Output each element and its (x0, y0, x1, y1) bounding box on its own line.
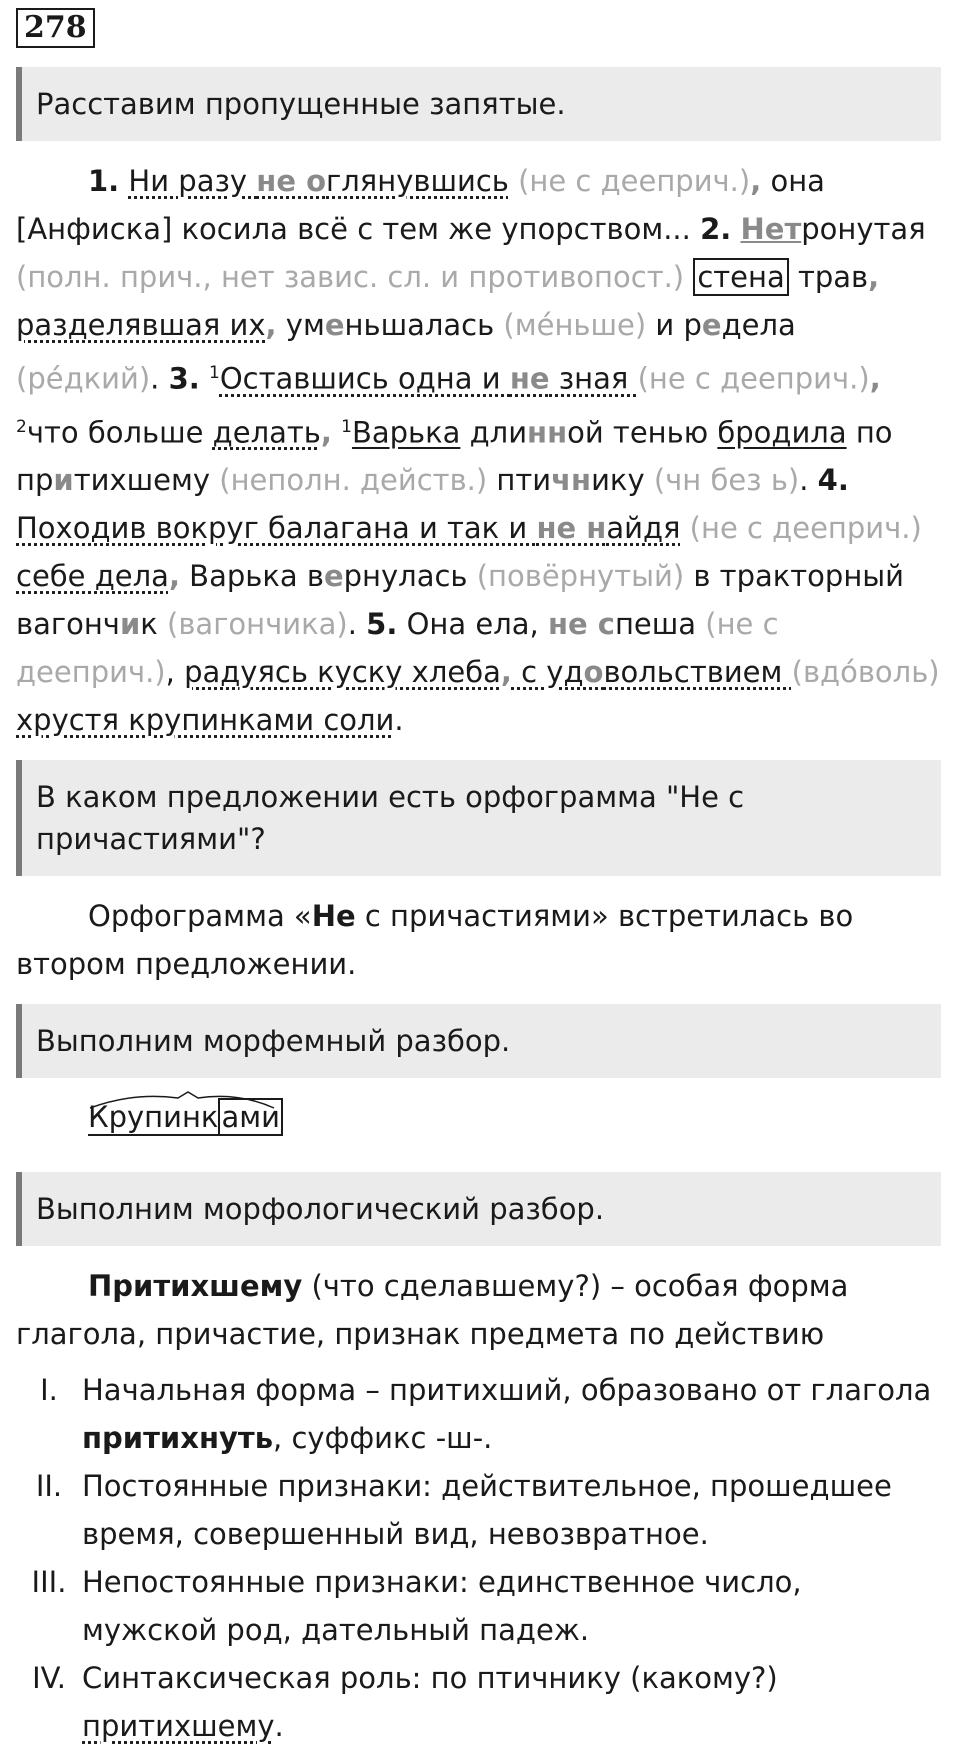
page (16, 8, 941, 1750)
sentence-number: 3. (168, 361, 200, 396)
sentence-number: 2. (700, 212, 732, 246)
morpheme-analysis (88, 1100, 283, 1150)
note: (не с дееприч.) (680, 511, 922, 546)
note: (ме́ньше) (494, 308, 647, 342)
participle-phrase: с удовольствием (511, 655, 792, 690)
subject: Варька (351, 415, 461, 450)
prompt-morpheme: Выполним морфемный разбор. (16, 1004, 941, 1078)
note: (вдо́воль) (791, 655, 940, 690)
prompt-commas: Расставим пропущенные запятые. (16, 67, 941, 141)
note: (полн. прич., нет завис. сл. и противопост.) (16, 260, 694, 294)
root-arc-icon (88, 1090, 278, 1110)
note: (повёрнутый) (467, 559, 685, 594)
note: (не с дееприч.) (16, 607, 779, 690)
sentence-number: 4. (817, 463, 849, 498)
prompt-question: В каком предложении есть орфограмма "Не с причастиями"? (16, 760, 941, 876)
sentence-number: 1. (88, 164, 120, 198)
note: (вагончика) (157, 607, 348, 642)
morph-intro: Притихшему (что сделавшему?) – особая форма глагола, причастие, признак предмета по действию (16, 1269, 849, 1352)
list-item: I. Начальная форма – притихший, образовано от глагола притихнуть, суффикс -ш-. (40, 1373, 932, 1456)
list-item: III. Непостоянные признаки: единственное число, мужской род, дательный падеж. (31, 1565, 802, 1648)
note: (не с дееприч.) (637, 361, 870, 396)
word-ending-box: ами (218, 1098, 283, 1136)
prompt-morphology: Выполним морфологический разбор. (16, 1172, 941, 1246)
exercise-text: 1. Ни разу не оглянувшись (не с дееприч.), она [Анфиска] косила всё с тем же упорством... 2. Нетронутая (полн. прич., нет завис. сл. и противопост.) стена трав, разделявшая их, уменьшалась (ме́ньше) и редела (ре́дкий). 3. $^1$Оставшись одна и не зная (не с дееприч.), $^2$что больше делать, $^1$Варька длинной тенью бродила по притихшему (неполн. действ.) птичнику (чн без ь). 4. Походив вокруг балагана и так и не найдя (не с дееприч.) себе дела, Варька вернулась (повёрнутый) в тракторный вагончик (вагончика). 5. Она ела, не спеша (не с дееприч.), радуясь куску хлеба, с удовольствием (вдо́воль) хрустя крупинками соли. (16, 164, 940, 738)
participle-phrase: Походив вокруг балагана и так и не найдя (16, 511, 681, 546)
prefix-word: Нетронутая (740, 212, 926, 246)
list-item: IV. Синтаксическая роль: по птичнику (какому?) притихшему. (32, 1661, 778, 1744)
participle-phrase: разделявшая их (16, 308, 266, 342)
answer-text: Орфограмма «Не с причастиями» встретилась во втором предложении. (16, 899, 854, 982)
participle-phrase: Оставшись одна и не зная (219, 361, 638, 396)
participle-phrase: Ни разу не оглянувшись (128, 164, 509, 198)
note: (не с дееприч.) (508, 164, 751, 198)
list-item: II. Постоянные признаки: действительное, прошедшее время, совершенный вид, невозвратное. (35, 1469, 892, 1552)
subject-box: стена (693, 258, 788, 296)
note: (ре́дкий) (16, 361, 151, 396)
participle-phrase: не спеша (547, 607, 697, 642)
word-stem: Крупинк (88, 1100, 219, 1135)
note: (неполн. действ.) (210, 463, 497, 498)
task-number (16, 8, 941, 48)
sentence-number: 5. (366, 607, 398, 642)
task-number-box: 278 (16, 8, 95, 48)
morph-list (16, 1366, 941, 1750)
predicate: бродила (717, 415, 847, 450)
note: (чн без ь) (644, 463, 800, 498)
